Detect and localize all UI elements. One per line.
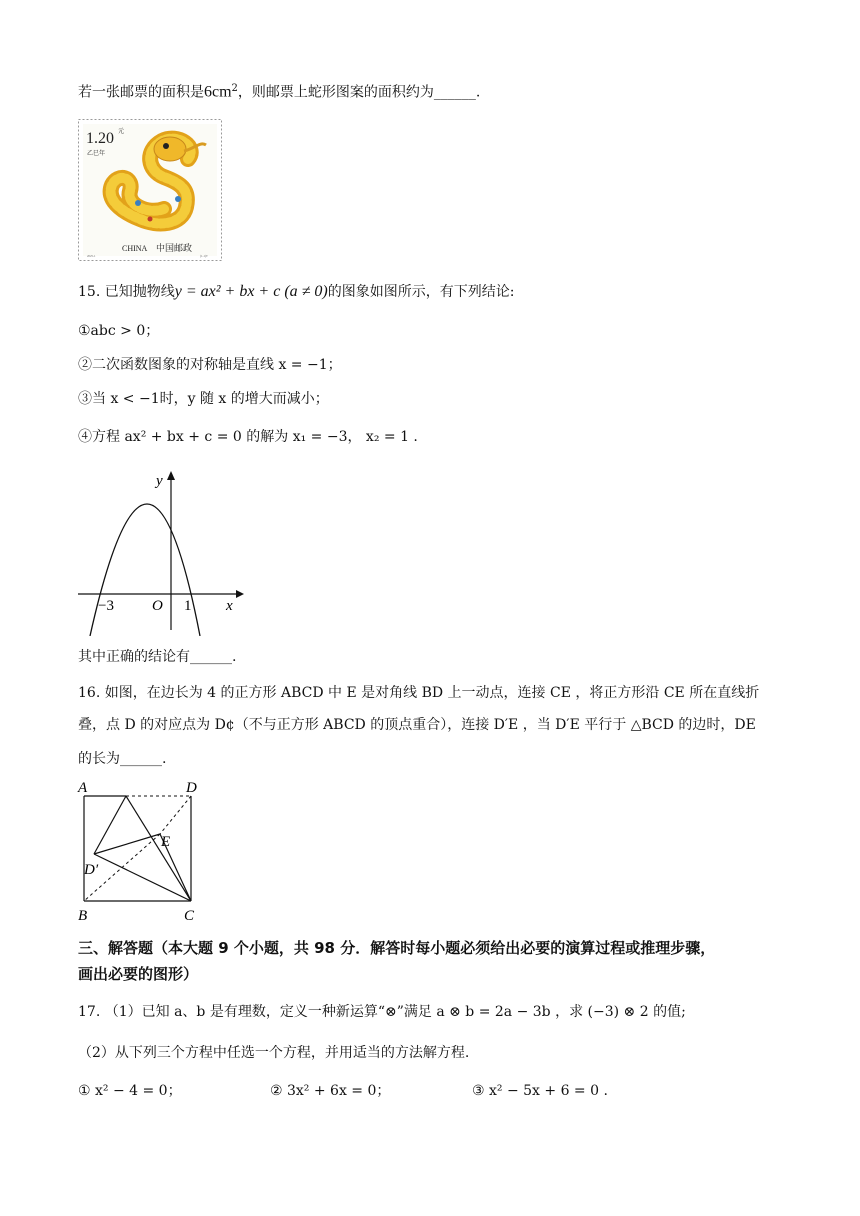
q14-area-exp: 2 [231, 83, 238, 94]
stamp-serial-left: 2025-1 [87, 254, 96, 258]
stamp-value: 1.20 [86, 130, 114, 147]
snake-stamp-image [78, 119, 222, 261]
label-A: A [78, 780, 88, 796]
stamp-country: CHINA [122, 244, 148, 253]
q17-part-2: （2）从下列三个方程中任选一个方程，并用适当的方法解方程. [78, 1045, 470, 1061]
section-3-heading-line-2: 画出必要的图形） [78, 965, 199, 983]
stamp-post: 中国邮政 [156, 243, 193, 253]
q15-statement-4: ④方程 ax² + bx + c = 0 的解为 x₁ = −3， x₂ = 1 . [78, 429, 418, 445]
label-E: E [161, 834, 171, 850]
stamp-year: 乙巳年 [87, 151, 106, 157]
q16-line-3: 的长为______. [78, 751, 167, 767]
y-axis-label: y [156, 473, 163, 489]
stamp-unit: 元 [118, 129, 125, 135]
q17-equation-3: ③ x² − 5x + 6 = 0 . [472, 1083, 608, 1099]
label-Dprime: D′ [84, 862, 99, 878]
parabola-curve [90, 504, 200, 636]
q17-part-1: 17. （1）已知 a、b 是有理数，定义一种新运算“⊗”满足 a ⊗ b = 2a − 3b ，求 (−3) ⊗ 2 的值; [78, 1004, 686, 1020]
q15-statement-2: ②二次函数图象的对称轴是直线 x = −1； [78, 357, 342, 373]
q15-intro-post: 的图象如图所示，有下列结论: [327, 284, 515, 300]
x-axis-label: x [226, 598, 233, 614]
label-D: D [186, 780, 197, 796]
q16-line-2: 叠，点 D 的对应点为 D¢（不与正方形 ABCD 的顶点重合），连接 D′E ，当 D′E 平行于 △BCD 的边时，DE [78, 717, 756, 733]
section-3-heading-line-1: 三、解答题（本大题 9 个小题，共 98 分．解答时每小题必须给出必要的演算过程或推理步骤， [78, 939, 716, 957]
tick-label-neg3: −3 [98, 598, 114, 614]
q14-text-post: ，则邮票上蛇形图案的面积约为______. [237, 84, 481, 101]
q15-equation: y = ax² + bx + c (a ≠ 0) [174, 283, 328, 300]
x-axis-arrow-icon [236, 590, 244, 598]
q15-statement-3: ③当 x < −1时，y 随 x 的增大而减小； [78, 391, 329, 407]
q15-number: 15. [78, 284, 101, 300]
label-B: B [78, 908, 88, 924]
q17-equation-2: ② 3x² + 6x = 0； [270, 1083, 391, 1099]
stamp-serial-right: (1-1)T [200, 254, 208, 258]
y-axis-arrow-icon [167, 471, 175, 480]
q14-text [78, 78, 480, 104]
parabola-graph [76, 468, 244, 636]
dashed-DE [160, 796, 191, 834]
q17-equation-1: ① x² − 4 = 0； [78, 1083, 182, 1099]
origin-label: O [152, 598, 163, 614]
label-C: C [184, 908, 195, 924]
q15-answer: 其中正确的结论有______. [78, 649, 237, 665]
q15-intro-pre: 已知抛物线 [104, 284, 175, 300]
q15-intro [78, 281, 514, 303]
q14-text-pre: 若一张邮票的面积是 [78, 84, 204, 101]
q15-statement-1: ①abc > 0； [78, 323, 160, 339]
q16-line-1: 16. 如图，在边长为 4 的正方形 ABCD 中 E 是对角线 BD 上一动点，连接 CE ，将正方形沿 CE 所在直线折 [78, 685, 760, 701]
tick-label-1: 1 [184, 598, 192, 614]
q14-area: 6cm [204, 83, 232, 101]
square-fold-figure [76, 776, 206, 924]
